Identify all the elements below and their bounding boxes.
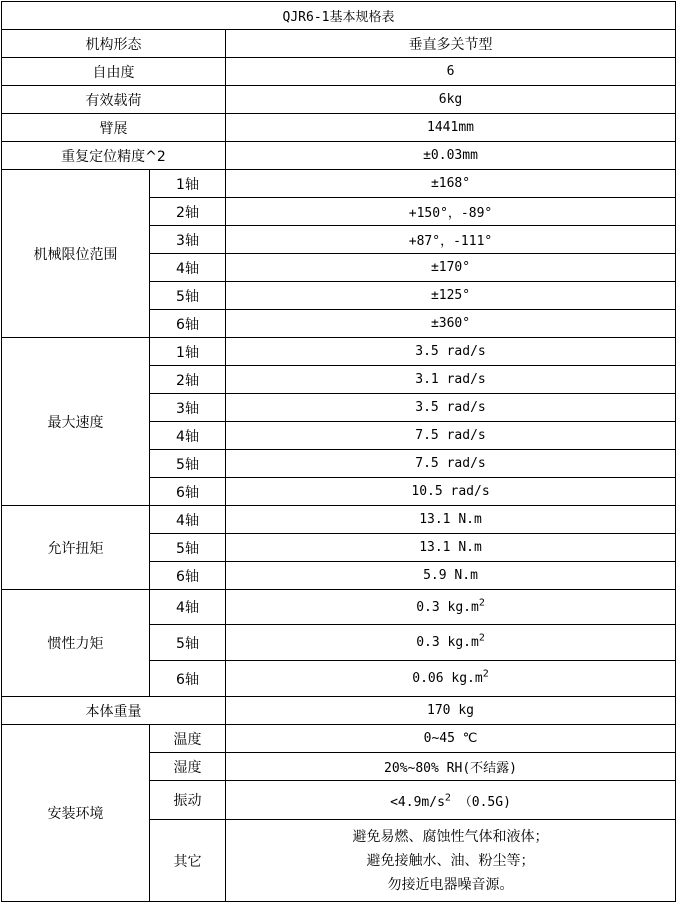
table-row <box>2 506 676 534</box>
axis-label: 4轴 <box>150 506 226 534</box>
row-value: 6 <box>226 58 676 86</box>
axis-value: ±360° <box>226 310 676 338</box>
axis-value: 13.1 N.m <box>226 534 676 562</box>
env-label: 湿度 <box>150 753 226 781</box>
note-line: 避免易燃、腐蚀性气体和液体； <box>352 828 549 845</box>
axis-value: 3.5 rad/s <box>226 394 676 422</box>
group-label: 机械限位范围 <box>2 170 150 338</box>
axis-value <box>226 590 676 625</box>
unit-exponent: 2 <box>482 668 489 680</box>
unit-exponent: 2 <box>478 632 485 644</box>
axis-value <box>226 661 676 697</box>
axis-value: 13.1 N.m <box>226 506 676 534</box>
vibration-g-value: （0.5G) <box>458 794 511 810</box>
row-label: 重复定位精度^2 <box>2 142 226 170</box>
axis-label: 4轴 <box>150 590 226 625</box>
table-title: QJR6-1基本规格表 <box>2 2 676 30</box>
row-label: 本体重量 <box>2 697 226 725</box>
note-line: 勿接近电器噪音源。 <box>387 876 514 893</box>
vibration-value: <4.9m/s <box>390 794 445 810</box>
group-label: 允许扭矩 <box>2 506 150 590</box>
axis-value-text: 0.06 kg.m <box>412 671 483 686</box>
axis-value <box>226 625 676 661</box>
env-value: 20%~80% RH(不结露) <box>226 753 676 781</box>
axis-value: +150°，-89° <box>226 198 676 226</box>
axis-label: 5轴 <box>150 534 226 562</box>
env-value <box>226 781 676 820</box>
row-value: ±0.03mm <box>226 142 676 170</box>
axis-value: 7.5 rad/s <box>226 422 676 450</box>
axis-label: 3轴 <box>150 226 226 254</box>
spec-table <box>1 1 676 902</box>
axis-label: 6轴 <box>150 661 226 697</box>
axis-label: 4轴 <box>150 422 226 450</box>
axis-label: 5轴 <box>150 625 226 661</box>
unit-exponent: 2 <box>444 792 451 804</box>
table-row <box>2 114 676 142</box>
group-label: 惯性力矩 <box>2 590 150 697</box>
table-row <box>2 2 676 30</box>
axis-label: 5轴 <box>150 450 226 478</box>
row-label: 机构形态 <box>2 30 226 58</box>
row-label: 臂展 <box>2 114 226 142</box>
env-value: 0~45 ℃ <box>226 725 676 753</box>
axis-value: 3.1 rad/s <box>226 366 676 394</box>
axis-label: 6轴 <box>150 310 226 338</box>
table-row <box>2 30 676 58</box>
row-label: 自由度 <box>2 58 226 86</box>
env-label: 其它 <box>150 820 226 902</box>
env-label: 振动 <box>150 781 226 820</box>
group-label: 最大速度 <box>2 338 150 506</box>
axis-value-text: 0.3 kg.m <box>416 599 479 615</box>
axis-value-text: 0.3 kg.m <box>416 635 479 650</box>
axis-label: 6轴 <box>150 478 226 506</box>
axis-label: 2轴 <box>150 366 226 394</box>
unit-exponent: 2 <box>478 597 485 609</box>
row-value: 6kg <box>226 86 676 114</box>
axis-value: ±170° <box>226 254 676 282</box>
axis-value: 10.5 rad/s <box>226 478 676 506</box>
row-label: 有效载荷 <box>2 86 226 114</box>
axis-label: 6轴 <box>150 562 226 590</box>
axis-label: 1轴 <box>150 338 226 366</box>
table-row <box>2 338 676 366</box>
axis-value: +87°，-111° <box>226 226 676 254</box>
table-row <box>2 86 676 114</box>
axis-label: 3轴 <box>150 394 226 422</box>
row-value: 170 kg <box>226 697 676 725</box>
axis-label: 4轴 <box>150 254 226 282</box>
table-row <box>2 590 676 625</box>
table-row <box>2 142 676 170</box>
axis-value: 7.5 rad/s <box>226 450 676 478</box>
group-label: 安装环境 <box>2 725 150 902</box>
axis-label: 2轴 <box>150 198 226 226</box>
env-notes <box>226 820 676 902</box>
table-row <box>2 697 676 725</box>
axis-value: 5.9 N.m <box>226 562 676 590</box>
table-row <box>2 58 676 86</box>
note-line: 避免接触水、油、粉尘等； <box>366 852 535 869</box>
axis-label: 1轴 <box>150 170 226 198</box>
axis-label: 5轴 <box>150 282 226 310</box>
row-value: 垂直多关节型 <box>226 30 676 58</box>
axis-value: ±168° <box>226 170 676 198</box>
axis-value: 3.5 rad/s <box>226 338 676 366</box>
table-row <box>2 170 676 198</box>
axis-value: ±125° <box>226 282 676 310</box>
table-row <box>2 725 676 753</box>
row-value: 1441mm <box>226 114 676 142</box>
env-label: 温度 <box>150 725 226 753</box>
